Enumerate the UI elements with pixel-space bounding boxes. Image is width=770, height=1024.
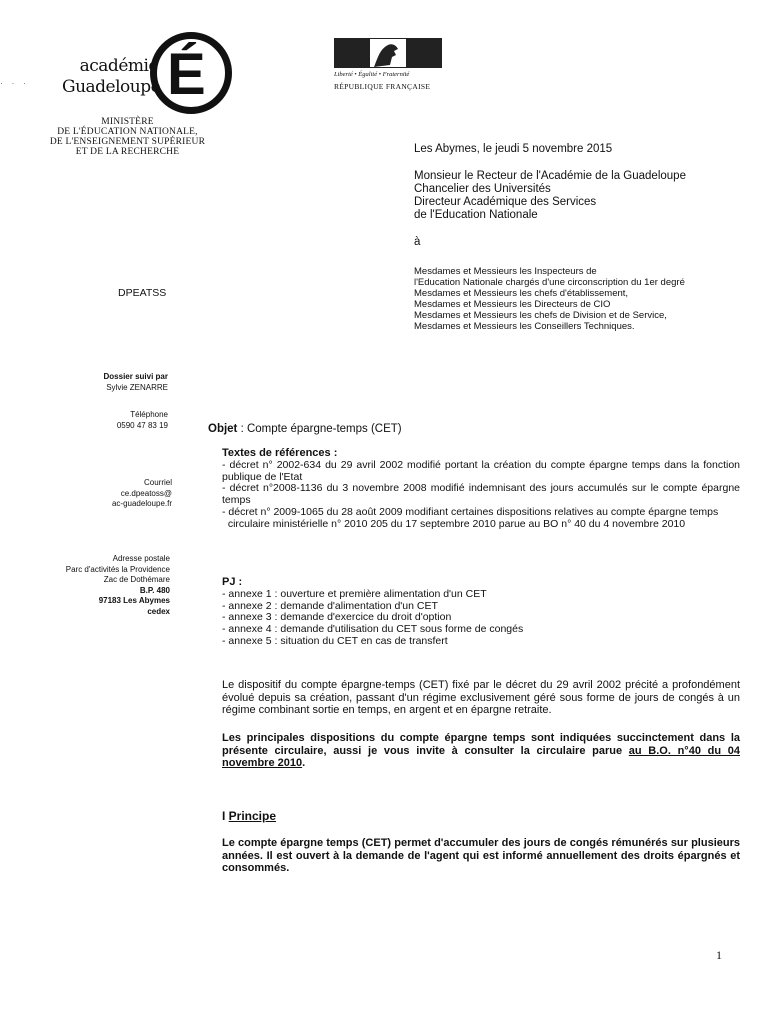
academie-logo-text <box>62 56 161 98</box>
texte-reference: - décret n°2008-1136 du 3 novembre 2008 modifié indemnisant des jours accumulés sur le compte épargne temps <box>222 482 740 507</box>
academie-logo <box>62 28 212 118</box>
recipients-block <box>414 266 749 332</box>
adresse-line: Zac de Dothémare <box>103 575 170 584</box>
marianne-profile-icon <box>370 39 406 69</box>
courriel-label: Courriel <box>143 478 172 487</box>
pj-item: - annexe 1 : ouverture et première alimentation d'un CET <box>222 587 487 600</box>
page-number: 1 <box>716 948 722 962</box>
dossier-block <box>60 372 168 393</box>
section-title: Principe <box>228 809 277 823</box>
bo-reference-link[interactable]: au B.O. n°40 du 04 novembre 2010 <box>222 744 740 769</box>
a-label: à <box>414 236 421 248</box>
scan-artifact: · · · <box>0 78 29 88</box>
para2-text: Les principales dispositions du compte épargne temps sont indiquées succinctement dans la présente circulaire, aussi je vous invite à consulter la circulaire parue <box>222 732 740 757</box>
date-line: Les Abymes, le jeudi 5 novembre 2015 <box>414 143 613 155</box>
flag-band-blue <box>334 38 370 68</box>
section-number: I <box>222 809 229 823</box>
adresse-line: 97183 Les Abymes <box>98 596 170 605</box>
pj-item: - annexe 5 : situation du CET en cas de transfert <box>222 634 448 647</box>
recipient-line: l'Education Nationale chargés d'une circonscription du 1er degré <box>414 277 685 288</box>
ministere-line: ET DE LA RECHERCHE <box>75 147 180 157</box>
courriel-line: ac-guadeloupe.fr <box>111 499 172 508</box>
adresse-line: Parc d'activités la Providence <box>65 564 170 574</box>
sender-line: Directeur Académique des Services <box>414 196 597 208</box>
adresse-block <box>40 554 170 617</box>
service-code: DPEATSS <box>118 287 167 299</box>
pj-item: - annexe 2 : demande d'alimentation d'un CET <box>222 599 438 612</box>
flag-band-red <box>406 38 442 68</box>
marianne-logo <box>334 38 444 92</box>
pieces-jointes <box>222 577 740 648</box>
recipient-line: Mesdames et Messieurs les Inspecteurs de <box>414 266 597 277</box>
pj-item: - annexe 3 : demande d'exercice du droit d'option <box>222 611 452 624</box>
recipient-line: Mesdames et Messieurs les chefs de Division et de Service, <box>414 310 667 321</box>
adresse-line: cedex <box>147 606 170 616</box>
texte-reference: - décret n° 2009-1065 du 28 août 2009 modifiant certaines dispositions relatives au compte épargne temps <box>222 505 719 518</box>
objet-text: : Compte épargne-temps (CET) <box>237 423 402 435</box>
paragraph-principales-dispositions <box>222 732 740 770</box>
sender-block <box>414 170 686 222</box>
adresse-label: Adresse postale <box>112 554 170 563</box>
sender-line: de l'Education Nationale <box>414 209 538 221</box>
telephone-number: 0590 47 83 19 <box>116 420 168 430</box>
adresse-line: B.P. 480 <box>139 585 170 595</box>
recipient-line: Mesdames et Messieurs les chefs d'établissement, <box>414 288 629 299</box>
pj-title: PJ : <box>222 576 243 588</box>
sender-line: Monsieur le Recteur de l'Académie de la Guadeloupe <box>414 170 686 182</box>
academie-word: académie <box>79 56 158 76</box>
ministere-line: DE L'ÉDUCATION NATIONALE, <box>57 127 198 137</box>
objet-line <box>208 423 402 435</box>
logo-letter-e: É <box>167 42 206 107</box>
guadeloupe-word: Guadeloupe <box>62 77 161 97</box>
paragraph-dispositif: Le dispositif du compte épargne-temps (CET) fixé par le décret du 29 avril 2002 précité a profondément évolué depuis sa création, passant d'un régime exclusivement géré sous forme de jours de congés à un régime combinant sortie en temps, en argent et en épargne retraite. <box>222 679 740 716</box>
textes-references <box>222 448 740 531</box>
ministere-line: DE L'ENSEIGNEMENT SUPÉRIEUR <box>49 137 206 147</box>
textes-title: Textes de références : <box>222 447 338 459</box>
courriel-line: ce.dpeatoss@ <box>120 488 172 498</box>
dossier-label: Dossier suivi par <box>103 372 168 381</box>
dossier-name: Sylvie ZENARRE <box>106 382 168 392</box>
devise-text: Liberté • Égalité • Fraternité <box>334 71 410 78</box>
texte-reference: circulaire ministérielle n° 2010 205 du 17 septembre 2010 parue au BO n° 40 du 4 novembre 2010 <box>222 517 686 530</box>
sender-line: Chancelier des Universités <box>414 183 551 195</box>
telephone-label: Téléphone <box>130 410 168 419</box>
objet-label: Objet <box>208 423 238 435</box>
pj-item: - annexe 4 : demande d'utilisation du CET sous forme de congés <box>222 623 524 636</box>
republique-text: RÉPUBLIQUE FRANÇAISE <box>334 82 431 91</box>
flag-band-white <box>370 38 406 68</box>
section-heading <box>222 809 276 823</box>
recipient-line: Mesdames et Messieurs les Conseillers Techniques. <box>414 321 635 332</box>
recipient-line: Mesdames et Messieurs les Directeurs de CIO <box>414 299 611 310</box>
telephone-block <box>60 410 168 431</box>
ministere-line: MINISTÈRE <box>101 117 154 127</box>
paragraph-principe: Le compte épargne temps (CET) permet d'accumuler des jours de congés rémunérés sur plusieurs années. Il est ouvert à la demande de l'agent qui est informé annuellement des droits épargnés et consommés. <box>222 837 740 874</box>
courriel-block <box>60 478 172 510</box>
texte-reference: - décret n° 2002-634 du 29 avril 2002 modifié portant la création du compte épargne temps dans la fonction publique de l'Etat <box>222 458 740 483</box>
para2-end: . <box>302 757 306 769</box>
ministere-label <box>20 117 235 157</box>
